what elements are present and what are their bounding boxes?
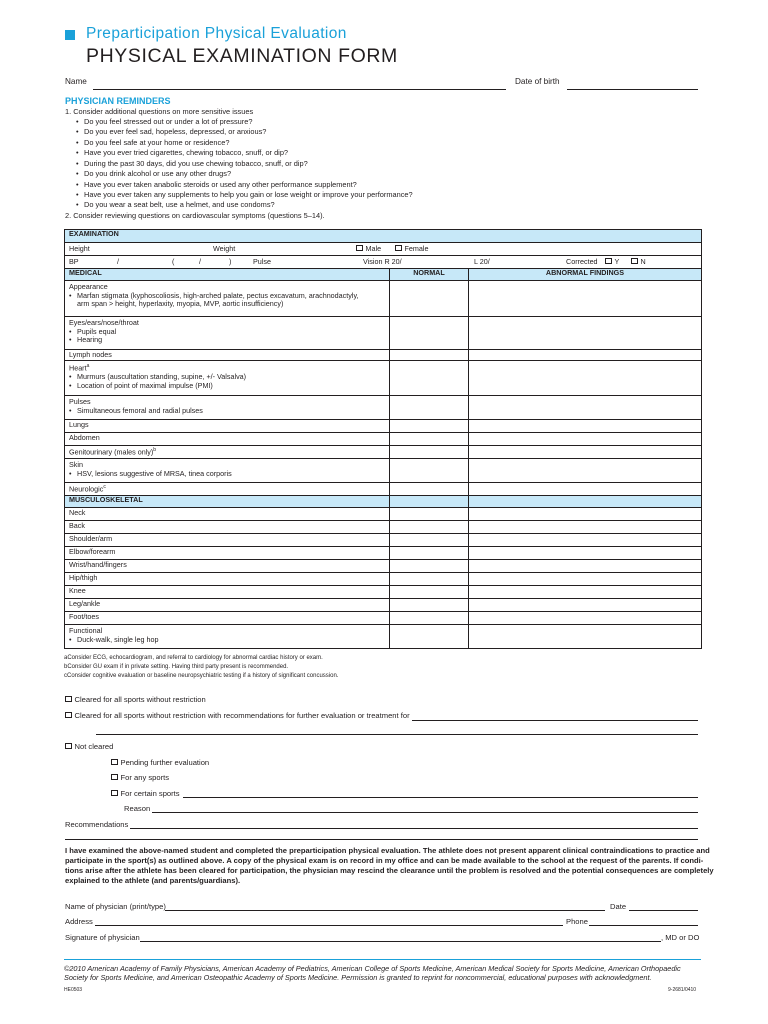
table-row [65,573,702,586]
musculoskeletal-header-row [65,496,702,508]
normal-column-header: NORMAL [390,269,469,281]
abnormal-cell[interactable] [469,317,702,350]
table-row [65,317,702,350]
genitourinary-footnote-mark: b [153,447,157,453]
row-label-heart [65,361,390,396]
corrected-yes-option[interactable] [605,258,619,267]
bp-label: BP [69,257,79,266]
medical-column-header: MEDICAL [65,269,390,281]
examination-section-label: EXAMINATION [65,230,702,243]
row-label-neurologic [65,483,390,496]
musculoskeletal-column-header: MUSCULOSKELETAL [65,496,390,508]
certain-sports-label: For certain sports [120,789,180,798]
attestation-line: I have examined the above-named student and completed the preparticipation physical evaluation. The athlete does not present apparent clinical contraindications to practice and [65,846,710,855]
form-title: PHYSICAL EXAMINATION FORM [86,45,398,67]
female-checkbox[interactable] [395,245,402,252]
form-subtitle: Preparticipation Physical Evaluation [86,25,347,42]
signature-field[interactable] [140,941,661,942]
attestation-line: tions arise after the athlete has been cleared for participation, the physician may rescind the clearance until the problem is resolved and the potential consequences are completely [65,865,714,875]
any-sports-option[interactable] [111,773,169,782]
normal-cell[interactable] [390,586,469,599]
abnormal-cell[interactable] [469,586,702,599]
not-cleared-label: Not cleared [74,742,114,751]
reminder-bullet: • Do you feel stressed out or under a lot of pressure? [84,118,252,127]
abnormal-cell[interactable] [469,361,702,396]
table-row [65,420,702,433]
recommendations-field[interactable] [130,828,698,829]
abnormal-cell[interactable] [469,534,702,547]
phone-field[interactable] [589,925,698,926]
physician-attestation [65,846,714,885]
heart-bullet: • Murmurs (auscultation standing, supine, +/- Valsalva) [69,373,385,382]
row-label-elbow: Elbow/forearm [65,547,390,560]
attestation-line: explained to the athlete (and parents/guardians). [65,875,241,885]
female-label: Female [404,244,429,253]
row-label-abdomen: Abdomen [65,433,390,446]
table-row [65,612,702,625]
reason-field[interactable] [152,812,698,813]
table-row [65,586,702,599]
row-label-hip: Hip/thigh [65,573,390,586]
skin-bullet: • HSV, lesions suggestive of MRSA, tinea corporis [69,470,385,479]
abnormal-cell[interactable] [469,459,702,483]
eyes-bullet: • Pupils equal [69,328,385,337]
heart-label: Heart [69,363,87,373]
pending-checkbox[interactable] [111,759,118,766]
copyright-line: ©2010 American Academy of Family Physicians, American Academy of Pediatrics, American College of Sports Medicine, American Medical Society for Sports Medicine, American Orthopaedic [64,964,681,973]
normal-cell[interactable] [390,433,469,446]
normal-cell[interactable] [390,521,469,534]
abnormal-cell[interactable] [469,508,702,521]
phone-label: Phone [566,917,588,926]
not-cleared-checkbox[interactable] [65,743,72,750]
genitourinary-label: Genitourinary (males only) [69,447,154,457]
bp-slash: / [117,257,119,266]
examination-header-row [65,230,702,243]
corrected-no-label: N [640,257,646,266]
row-label-knee: Knee [65,586,390,599]
form-code-left: HE0503 [64,987,83,993]
male-label: Male [365,244,382,253]
vision-right-label: Vision R 20/ [363,257,402,266]
footnote-b: bConsider GU exam if in private setting. Having third party present is recommended. [64,664,289,670]
row-label-skin [65,459,390,483]
appearance-label: Appearance [69,282,108,291]
abnormal-cell-header [469,496,702,508]
address-label: Address [65,917,93,926]
bp-paren-close: ) [229,257,232,266]
corrected-label: Corrected [566,257,598,266]
pulse-label: Pulse [253,257,271,266]
cleared-label: Cleared for all sports without restriction [74,695,206,704]
row-label-back: Back [65,521,390,534]
table-row [65,547,702,560]
table-row [65,521,702,534]
corrected-yes-checkbox[interactable] [605,258,612,265]
row-label-eyes [65,317,390,350]
bp-vision-row [65,256,702,269]
physician-name-label: Name of physician (print/type) [65,902,166,911]
heart-bullet: • Location of point of maximal impulse (PMI) [69,382,385,391]
normal-cell[interactable] [390,446,469,459]
table-row [65,396,702,420]
table-row [65,350,702,361]
normal-cell[interactable] [390,599,469,612]
row-label-pulses [65,396,390,420]
dob-field[interactable] [567,89,698,90]
table-row [65,459,702,483]
copyright-line: Society for Sports Medicine, and American Osteopathic Academy of Sports Medicine. Permission is granted to reprint for noncommercial, educational purposes with acknowledgment. [64,973,652,983]
reminder-item-1: 1. Consider additional questions on more sensitive issues [65,107,254,116]
date-label: Date [610,902,627,911]
reminder-bullet: • Have you ever taken any supplements to help you gain or lose weight or improve your performance? [84,191,413,200]
reminder-bullet: • Do you wear a seat belt, use a helmet, and use condoms? [84,201,275,210]
any-sports-label: For any sports [120,773,170,782]
certain-sports-field[interactable] [183,797,698,798]
normal-cell-header [390,496,469,508]
cleared-with-recommendations-checkbox[interactable] [65,712,72,719]
reminders-title: PHYSICIAN REMINDERS [65,96,171,106]
heart-footnote-mark: a [86,363,90,369]
table-row [65,508,702,521]
table-row [65,534,702,547]
row-label-lungs: Lungs [65,420,390,433]
certain-sports-option[interactable] [111,789,180,798]
neurologic-label: Neurologic [69,484,104,494]
table-row [65,625,702,649]
reason-label: Reason [124,804,151,813]
row-label-lymph: Lymph nodes [65,350,390,361]
pending-option[interactable] [111,758,209,767]
functional-bullet: • Duck-walk, single leg hop [69,636,385,645]
abnormal-cell[interactable] [469,625,702,649]
normal-cell[interactable] [390,317,469,350]
abnormal-cell[interactable] [469,547,702,560]
footer-divider [64,959,701,960]
normal-cell[interactable] [390,508,469,521]
functional-label: Functional [69,626,103,635]
reminder-bullet: • Have you ever taken anabolic steroids or used any other performance supplement? [84,181,357,190]
abnormal-cell[interactable] [469,433,702,446]
row-label-appearance [65,281,390,317]
footnote-a: aConsider ECG, echocardiogram, and referral to cardiology for abnormal cardiac history or exam. [64,655,323,661]
not-cleared-option[interactable] [65,742,113,751]
female-option[interactable] [395,245,428,254]
certain-sports-checkbox[interactable] [111,790,118,797]
corrected-no-option[interactable] [631,258,646,267]
table-row [65,599,702,612]
abnormal-cell[interactable] [469,521,702,534]
vision-left-label: L 20/ [474,257,490,266]
row-label-leg: Leg/ankle [65,599,390,612]
name-field[interactable] [93,89,506,90]
cleared-option[interactable] [65,695,206,704]
abnormal-cell[interactable] [469,446,702,459]
appearance-bullet: • Marfan stigmata (kyphoscoliosis, high-arched palate, pectus excavatum, arachnodactyly, [69,292,385,301]
normal-cell[interactable] [390,420,469,433]
pending-label: Pending further evaluation [120,758,210,767]
normal-cell[interactable] [390,483,469,496]
skin-label: Skin [69,460,83,469]
male-checkbox[interactable] [356,245,363,252]
recommendations-for-field-2[interactable] [96,734,698,735]
normal-cell[interactable] [390,281,469,317]
row-label-foot: Foot/toes [65,612,390,625]
normal-cell[interactable] [390,612,469,625]
height-weight-row [65,243,702,256]
normal-cell[interactable] [390,361,469,396]
normal-cell[interactable] [390,573,469,586]
title-square-icon [65,30,75,40]
recommendations-for-field[interactable] [412,720,698,721]
table-row [65,560,702,573]
abnormal-cell[interactable] [469,396,702,420]
reminder-item-2: 2. Consider reviewing questions on cardiovascular symptoms (questions 5–14). [65,211,325,220]
abnormal-cell[interactable] [469,599,702,612]
reminder-bullet: • Do you feel safe at your home or residence? [84,139,229,148]
row-label-functional [65,625,390,649]
footnote-c: cConsider cognitive evaluation or baseline neuropsychiatric testing if a history of significant concussion. [64,673,339,679]
normal-cell[interactable] [390,547,469,560]
bp-paren-open: ( [172,257,175,266]
normal-cell[interactable] [390,350,469,361]
row-label-neck: Neck [65,508,390,521]
table-row [65,446,702,459]
eyes-label: Eyes/ears/nose/throat [69,318,139,327]
dob-label: Date of birth [515,77,560,86]
appearance-bullet-cont: arm span > height, hyperlaxity, myopia, MVP, aortic insufficiency) [77,299,284,309]
bp-slash-2: / [199,257,201,266]
normal-cell[interactable] [390,534,469,547]
abnormal-cell[interactable] [469,612,702,625]
physician-name-field[interactable] [165,910,605,911]
reminder-bullet: • Do you drink alcohol or use any other drugs? [84,170,231,179]
table-row [65,361,702,396]
reminder-bullet: • During the past 30 days, did you use chewing tobacco, snuff, or dip? [84,160,308,169]
cleared-with-recommendations-option[interactable] [65,711,410,720]
date-field[interactable] [629,910,698,911]
examination-table [64,229,702,649]
copyright-notice [64,964,704,983]
reminder-bullet: • Do you ever feel sad, hopeless, depressed, or anxious? [84,128,266,137]
any-sports-checkbox[interactable] [111,774,118,781]
neurologic-footnote-mark: c [103,484,106,490]
form-code-right: 9-2681/0410 [668,987,697,993]
row-label-wrist: Wrist/hand/fingers [65,560,390,573]
cleared-checkbox[interactable] [65,696,72,703]
recommendations-field-2[interactable] [65,839,698,840]
row-label-genitourinary [65,446,390,459]
address-field[interactable] [95,925,563,926]
weight-label: Weight [213,244,236,253]
row-label-shoulder: Shoulder/arm [65,534,390,547]
name-label: Name [65,77,87,86]
pulses-bullet: • Simultaneous femoral and radial pulses [69,407,385,416]
abnormal-cell[interactable] [469,420,702,433]
abnormal-cell[interactable] [469,281,702,317]
table-row [65,281,702,317]
abnormal-column-header: ABNORMAL FINDINGS [469,269,702,281]
normal-cell[interactable] [390,396,469,420]
pulses-label: Pulses [69,397,91,406]
table-row [65,433,702,446]
abnormal-cell[interactable] [469,350,702,361]
corrected-yes-label: Y [614,257,620,266]
abnormal-cell[interactable] [469,560,702,573]
cleared-with-recommendations-label: Cleared for all sports without restriction with recommendations for further evaluation or treatment for [74,711,410,720]
eyes-bullet: • Hearing [69,336,385,345]
attestation-line: participate in the sport(s) as outlined above. A copy of the physical exam is on record in my office and can be made available to the school at the request of the parents. If condi- [65,855,704,865]
male-option[interactable] [356,245,381,254]
medical-header-row [65,269,702,281]
normal-cell[interactable] [390,459,469,483]
table-row [65,483,702,496]
abnormal-cell[interactable] [469,483,702,496]
md-do-label: , MD or DO [661,933,700,942]
reminder-bullet: • Have you ever tried cigarettes, chewing tobacco, snuff, or dip? [84,149,288,158]
signature-label: Signature of physician [65,933,140,942]
abnormal-cell[interactable] [469,573,702,586]
normal-cell[interactable] [390,560,469,573]
normal-cell[interactable] [390,625,469,649]
recommendations-label: Recommendations [65,820,129,829]
height-label: Height [69,244,90,253]
corrected-no-checkbox[interactable] [631,258,638,265]
